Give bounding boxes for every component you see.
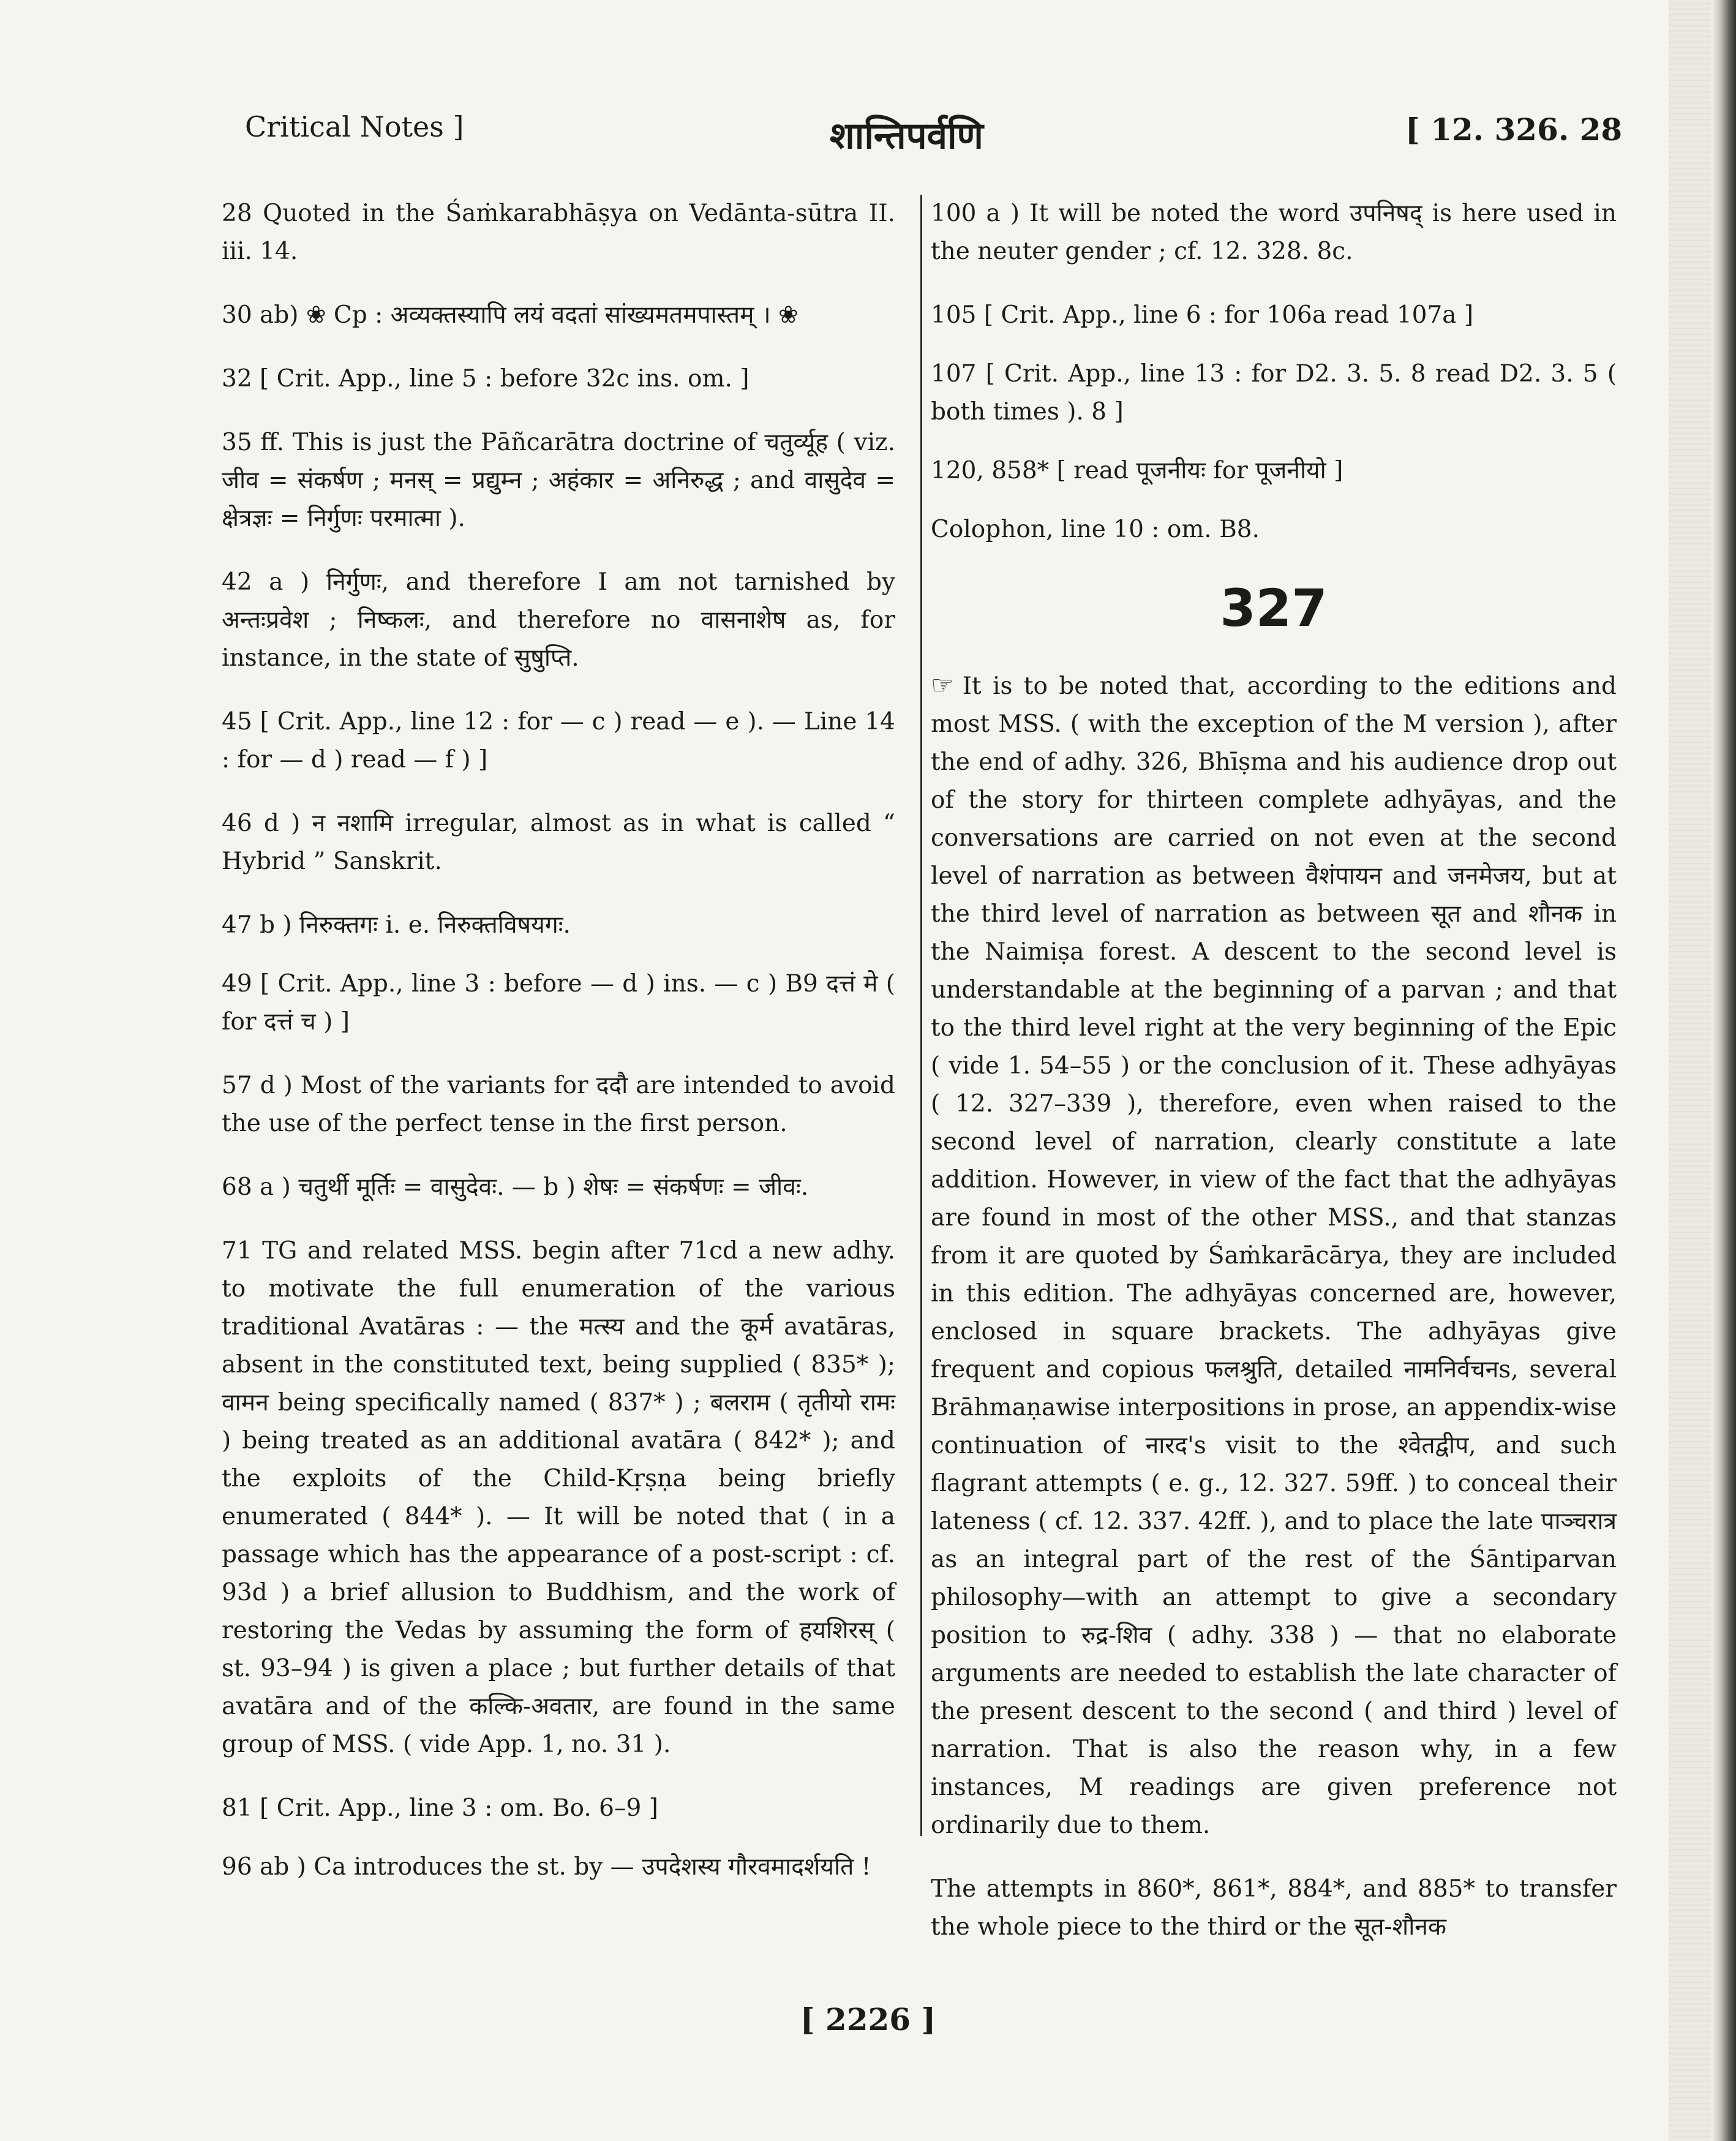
page-edge-shadow xyxy=(1712,0,1736,2141)
section-second-paragraph: The attempts in 860*, 861*, 884*, and 885* to transfer the whole piece to the third or the सूत-शौनक xyxy=(931,1875,1617,1941)
note-42: 42 a ) निर्गुणः, and therefore I am not tarnished by अन्तःप्रवेश ; निष्कलः, and therefore no वासनाशेष as, for instance, in the state of सुषुप्ति. xyxy=(222,568,895,672)
note-81: 81 [ Crit. App., line 3 : om. Bo. 6–9 ] xyxy=(222,1794,658,1822)
note-96: 96 ab ) Ca introduces the st. by — उपदेशस्य गौरवमादर्शयति ! xyxy=(222,1853,871,1881)
note-32: 32 [ Crit. App., line 5 : before 32c ins. om. ] xyxy=(222,365,750,393)
note-35: 35 ff. This is just the Pāñcarātra doctrine of चतुर्व्यूह ( viz. जीव = संकर्षण ; मनस् = प्रद्युम्न ; अहंकार = अनिरुद्ध ; and वासुदेव = क्षेत्रज्ञः = निर्गुणः परमात्मा ). xyxy=(222,429,895,532)
note-46: 46 d ) न नशामि irregular, almost as in what is called “ Hybrid ” Sanskrit. xyxy=(222,810,895,875)
section-number: 327 xyxy=(1220,578,1328,638)
note-120: 120, 858* [ read पूजनीयः for पूजनीयो ] xyxy=(931,457,1343,484)
note-45: 45 [ Crit. App., line 12 : for — c ) read — e ). — Line 14 : for — d ) read — f ) ] xyxy=(222,708,895,773)
section-intro-text: It is to be noted that, according to the editions and most MSS. ( with the exception of the M version ), after the end of adhy. 326, Bhīṣma and his audience drop out of the story for thirteen complete adhyāyas, and the conversations are carried on not even at the second level of narration as between वैशंपायन and जनमेजय, but at the third level of narration as between सूत and शौनक in the Naimiṣa forest. A descent to the second level is understandable at the beginning of a parvan ; and that to the third level right at the very beginning of the Epic ( vide 1. 54–55 ) or the conclusion of it. These adhyāyas ( 12. 327–339 ), therefore, even when raised to the second level of narration, clearly constitute a late addition. However, in view of the fact that the adhyāyas are found in most of the other MSS., and that stanzas from it are quoted by Śaṁkarācārya, they are included in this edition. The adhyāyas concerned are, however, enclosed in square brackets. The adhyāyas give frequent and copious फलश्रुति, detailed नामनिर्वचनs, several Brāhmaṇawise interpositions in prose, an appendix-wise continuation of नारद's visit to the श्वेतद्वीप, and such flagrant attempts ( e. g., 12. 327. 59ff. ) to conceal their lateness ( cf. 12. 337. 42ff. ), and to place the late पाञ्चरात्र as an integral part of the rest of the Śāntiparvan philosophy—with an attempt to give a secondary position to रुद्र-शिव ( adhy. 338 ) — that no elaborate arguments are needed to establish the late character of the present descent to the second ( and third ) level of narration. That is also the reason why, in a few instances, M readings are given preference not ordinarily due to them. xyxy=(931,672,1617,1839)
page-number: [ 2226 ] xyxy=(800,2001,936,2038)
column-divider xyxy=(920,195,922,1836)
running-header-left: Critical Notes ] xyxy=(245,110,464,143)
note-30: 30 ab) ❀ Cp : अव्यक्तस्यापि लयं वदतां सांख्यमतमपास्तम् । ❀ xyxy=(222,301,798,329)
pointing-hand-icon: ☞ xyxy=(931,670,954,700)
colophon-note: Colophon, line 10 : om. B8. xyxy=(931,516,1260,543)
note-68: 68 a ) चतुर्थी मूर्तिः = वासुदेवः. — b ) शेषः = संकर्षणः = जीवः. xyxy=(222,1173,809,1201)
note-100: 100 a ) It will be noted the word उपनिषद् is here used in the neuter gender ; cf. 12. 328. 8c. xyxy=(931,200,1617,265)
note-107: 107 [ Crit. App., line 13 : for D2. 3. 5. 8 read D2. 3. 5 ( both times ). 8 ] xyxy=(931,360,1617,426)
right-column xyxy=(931,195,1617,1972)
running-header-title: शान्तिपर्वणि xyxy=(830,115,983,157)
note-47: 47 b ) निरुक्तगः i. e. निरुक्तविषयगः. xyxy=(222,911,571,939)
note-28: 28 Quoted in the Śaṁkarabhāṣya on Vedānta-sūtra II. iii. 14. xyxy=(222,200,895,265)
running-header-reference: [ 12. 326. 28 xyxy=(1405,111,1623,148)
note-49: 49 [ Crit. App., line 3 : before — d ) ins. — c ) B9 दत्तं मे ( for दत्तं च ) ] xyxy=(222,970,895,1036)
left-column xyxy=(222,195,895,1912)
note-105: 105 [ Crit. App., line 6 : for 106a read 107a ] xyxy=(931,301,1474,329)
note-57: 57 d ) Most of the variants for ददौ are intended to avoid the use of the perfect tense in the first person. xyxy=(222,1072,895,1137)
section-intro-paragraph xyxy=(931,666,1617,1845)
page-edge-texture xyxy=(1669,0,1712,2141)
note-71: 71 TG and related MSS. begin after 71cd a new adhy. to motivate the full enumeration of the various traditional Avatāras : — the मत्स्य and the कूर्म avatāras, absent in the constituted text, being supplied ( 835* ); वामन being specifically named ( 837* ) ; बलराम ( तृतीयो रामः ) being treated as an additional avatāra ( 842* ); and the exploits of the Child-Kṛṣṇa being briefly enumerated ( 844* ). — It will be noted that ( in a passage which has the appearance of a post-script : cf. 93d ) a brief allusion to Buddhism, and the work of restoring the Vedas by assuming the form of हयशिरस् ( st. 93–94 ) is given a place ; but further details of that avatāra and of the कल्कि-अवतार, are found in the same group of MSS. ( vide App. 1, no. 31 ). xyxy=(222,1237,895,1758)
